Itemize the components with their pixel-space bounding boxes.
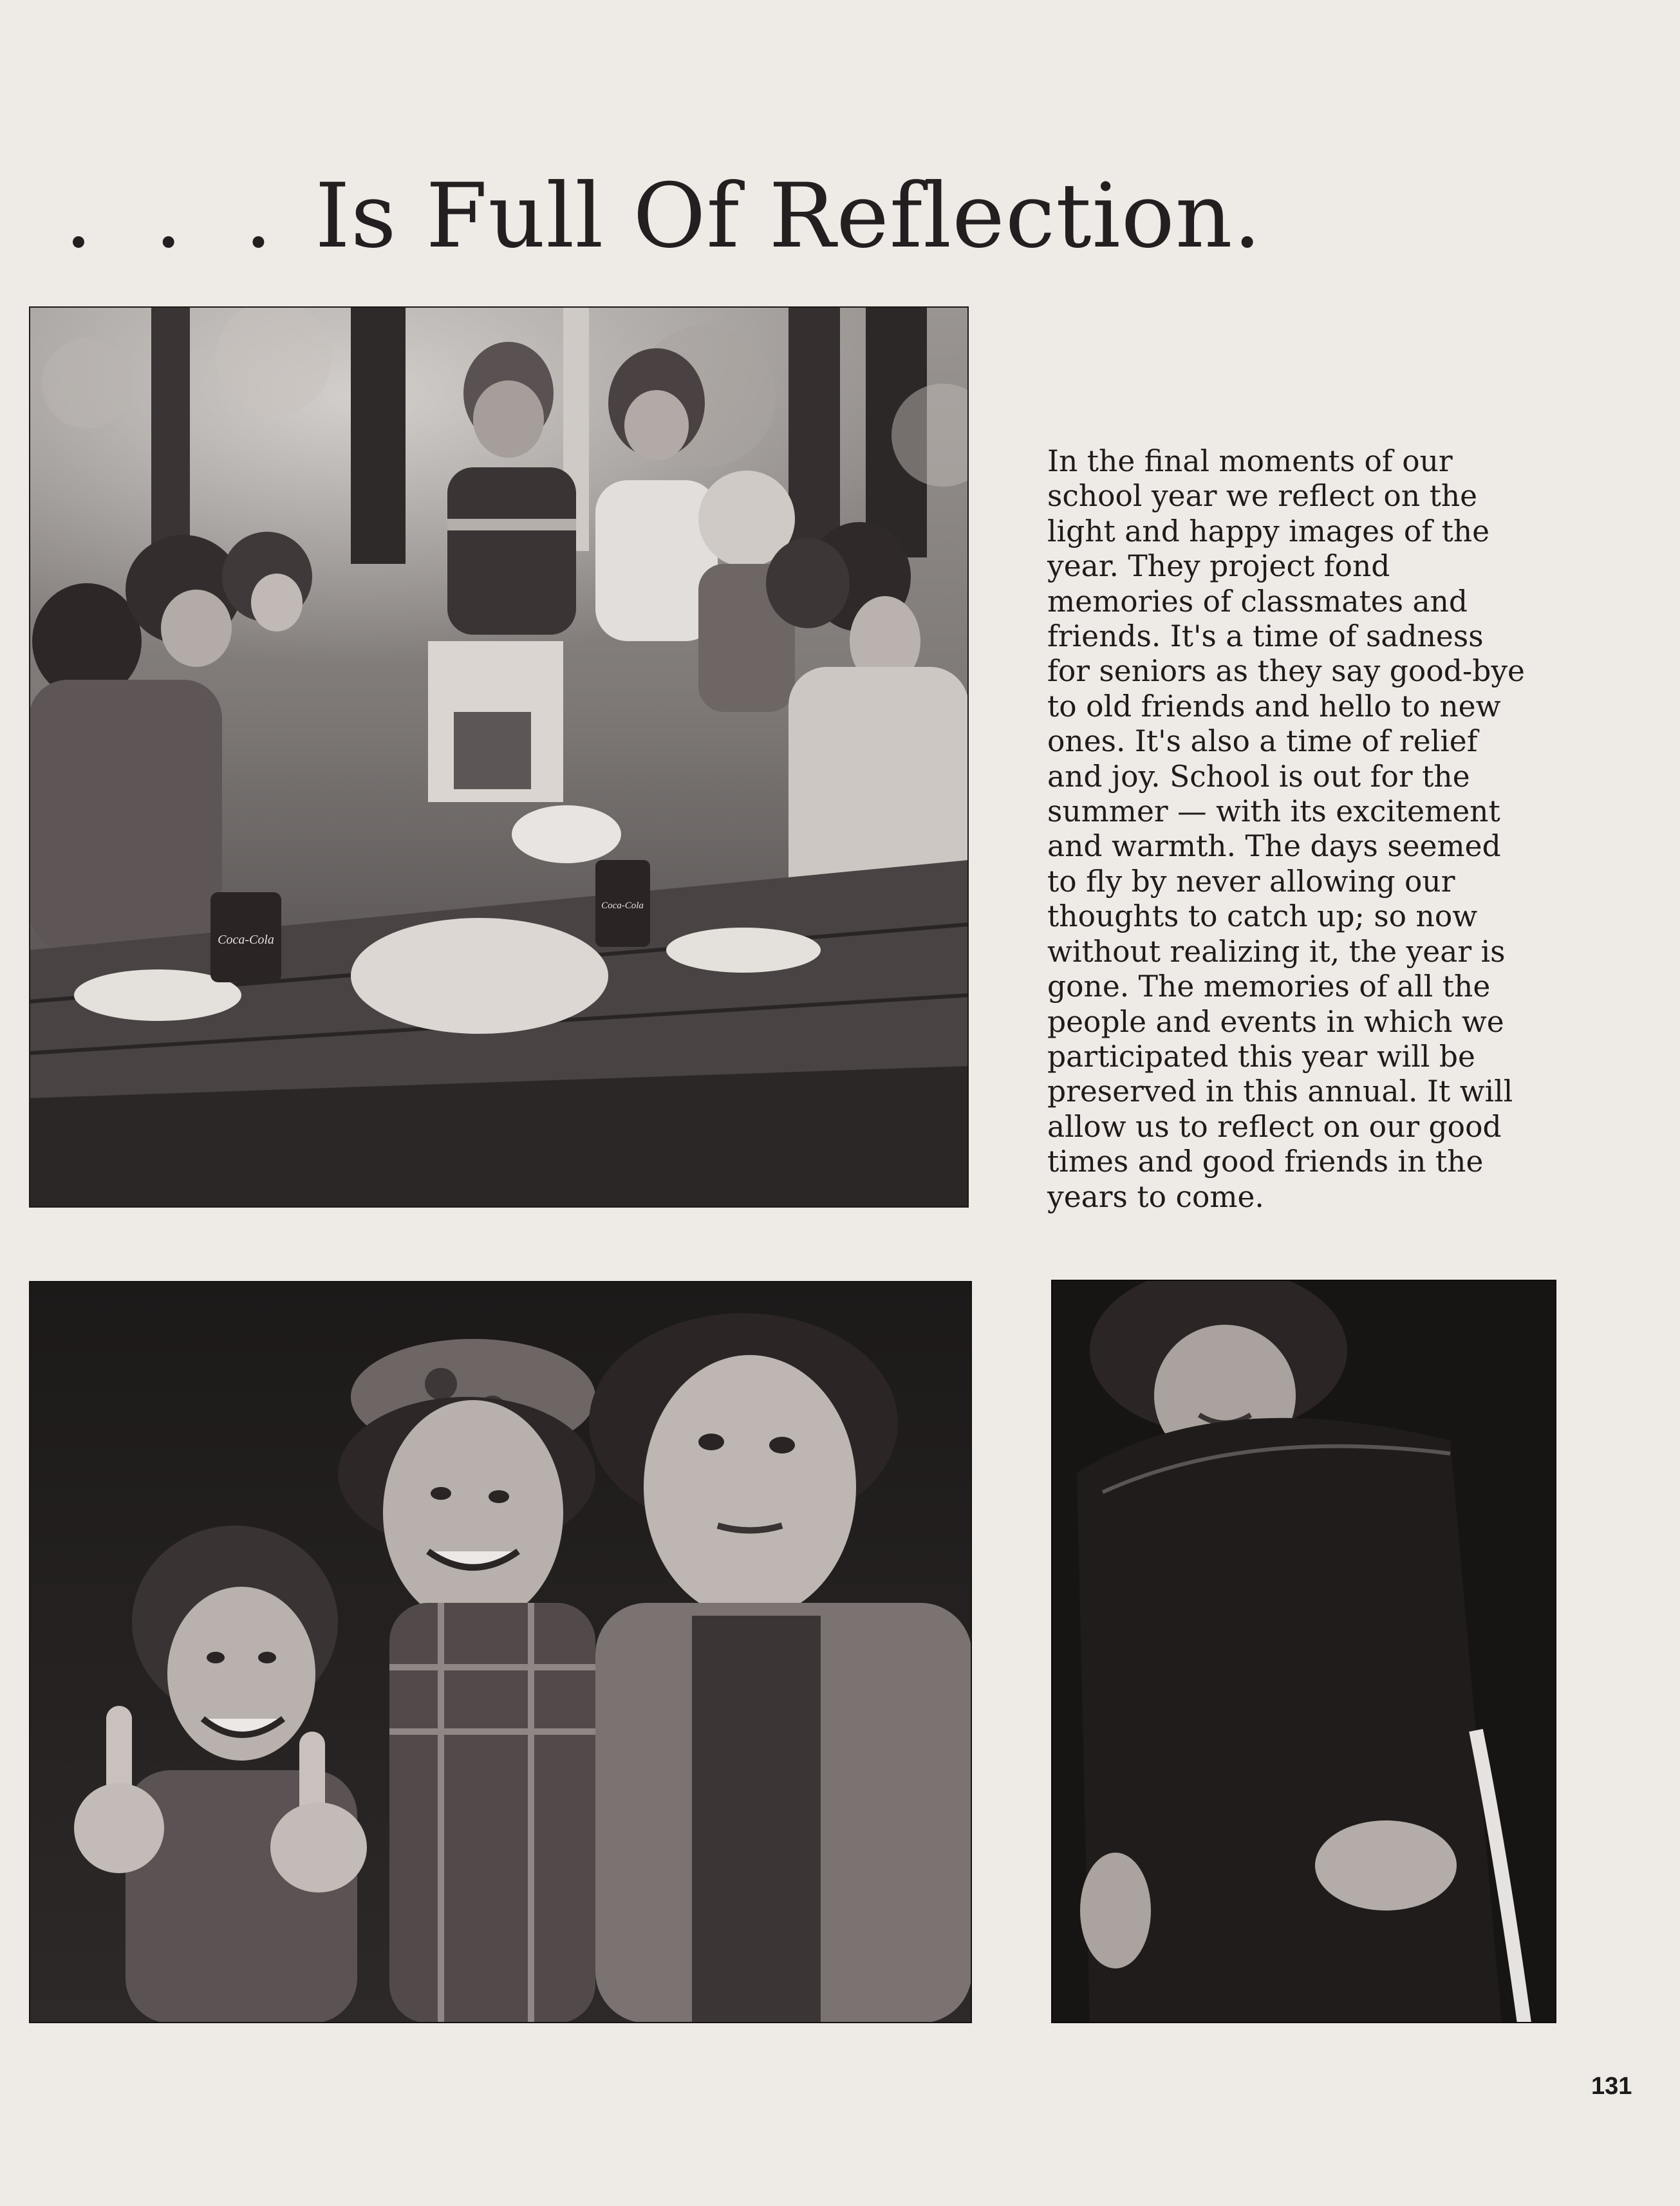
body-line: participated this year will be [1047, 1039, 1475, 1074]
body-line: year. They project fond [1047, 549, 1390, 584]
girl-scene [1051, 1280, 1556, 2023]
body-line: friends. It's a time of sadness [1047, 619, 1484, 654]
page-title [64, 164, 1262, 268]
body-line: light and happy images of the [1047, 514, 1490, 548]
cola-can-label: Coca-Cola [601, 901, 644, 911]
page-number: 131 [1591, 2073, 1632, 2100]
body-line: summer — with its excitement [1047, 794, 1500, 829]
body-line: allow us to reflect on our good [1047, 1109, 1502, 1144]
body-line: gone. The memories of all the [1047, 969, 1491, 1004]
title-text: Is Full Of Reflection. [315, 164, 1262, 268]
title-ellipsis: . . . [64, 164, 290, 268]
picnic-scene [29, 306, 969, 1208]
body-line: thoughts to catch up; so now [1047, 899, 1478, 934]
body-line: for seniors as they say good-bye [1047, 654, 1525, 689]
photo-picnic-table [29, 306, 969, 1208]
body-line: preserved in this annual. It will [1047, 1074, 1513, 1109]
body-line: years to come. [1047, 1179, 1264, 1214]
body-line: In the final moments of our [1047, 444, 1453, 478]
body-line: and warmth. The days seemed [1047, 829, 1501, 864]
photo-girl-dark-top [1051, 1280, 1556, 2023]
boys-scene [29, 1281, 972, 2023]
body-line: without realizing it, the year is [1047, 934, 1506, 969]
photo-three-boys [29, 1281, 972, 2023]
body-line: school year we reflect on the [1047, 479, 1478, 514]
body-line: memories of classmates and [1047, 584, 1468, 619]
body-line: to old friends and hello to new [1047, 689, 1501, 724]
body-line: times and good friends in the [1047, 1145, 1484, 1179]
body-line: ones. It's also a time of relief [1047, 724, 1478, 759]
body-line: people and events in which we [1047, 1004, 1504, 1039]
cola-can-label: Coca-Cola [218, 933, 274, 947]
body-line: and joy. School is out for the [1047, 759, 1470, 794]
body-paragraph [1047, 444, 1562, 1215]
body-line: to fly by never allowing our [1047, 864, 1455, 899]
